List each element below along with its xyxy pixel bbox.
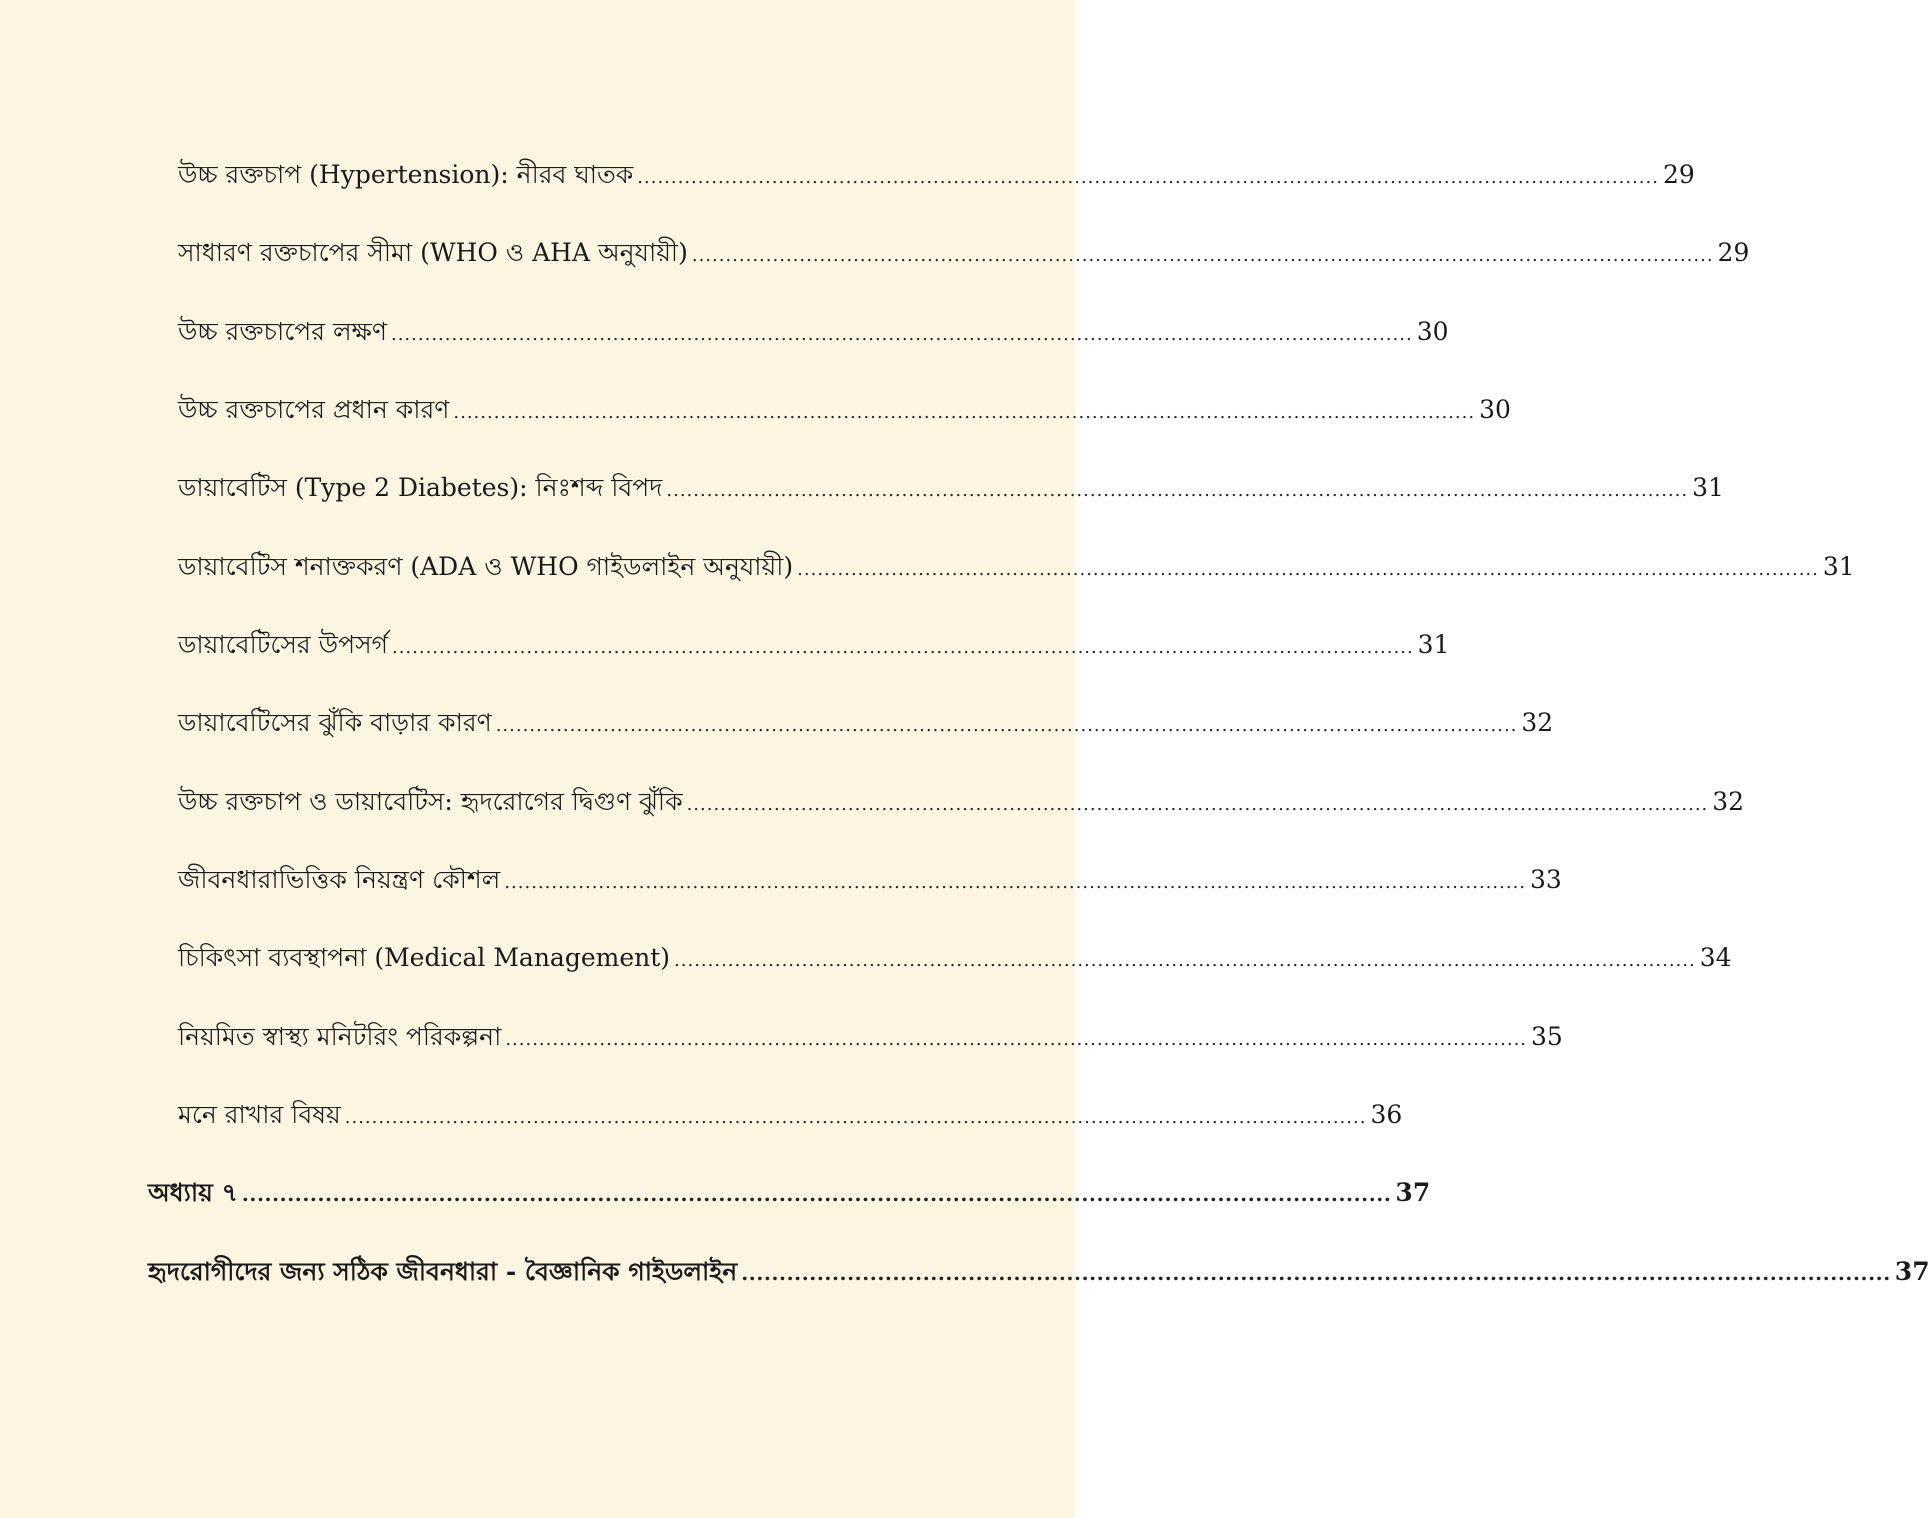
dot-leader: ........................................................................................................................................................ — [504, 872, 1527, 893]
toc-page-number: 30 — [1416, 317, 1449, 346]
dot-leader: ........................................................................................................................................................ — [674, 950, 1696, 971]
toc-entry-title: মনে রাখার বিষয় — [178, 1100, 341, 1129]
toc-entry-hypertension-causes[interactable] — [178, 390, 1511, 430]
toc-entry-diabetes[interactable] — [178, 468, 1724, 508]
toc-entry-title: সাধারণ রক্তচাপের সীমা (WHO ও AHA অনুযায়ী) — [178, 238, 688, 267]
toc-entry-title: ডায়াবেটিস (Type 2 Diabetes): নিঃশব্দ বিপদ — [178, 473, 663, 502]
toc-page-number: 37 — [1894, 1257, 1930, 1286]
toc-entry-title: উচ্চ রক্তচাপ ও ডায়াবেটিস: হৃদরোগের দ্বিগুণ ঝুঁকি — [178, 787, 683, 816]
toc-entry-health-monitoring[interactable] — [178, 1017, 1563, 1057]
toc-page-number: 34 — [1699, 943, 1732, 972]
dot-leader: ........................................................................................................................................................ — [391, 637, 1414, 658]
dot-leader: ........................................................................................................................................................ — [390, 324, 1413, 345]
toc-chapter-title: হৃদরোগীদের জন্য সঠিক জীবনধারা - বৈজ্ঞানিক গাইডলাইন — [148, 1257, 738, 1286]
toc-entry-chapter-7[interactable] — [148, 1173, 1431, 1213]
dot-leader: ........................................................................................................................................................ — [691, 245, 1714, 266]
toc-chapter-title: অধ্যায় ৭ — [148, 1178, 238, 1207]
toc-page-number: 33 — [1530, 865, 1562, 894]
toc-entry-title: ডায়াবেটিস শনাক্তকরণ (ADA ও WHO গাইডলাইন অনুযায়ী) — [178, 552, 794, 581]
toc-entry-title: উচ্চ রক্তচাপের লক্ষণ — [178, 317, 387, 346]
toc-page-number: 32 — [1521, 708, 1554, 737]
toc-page-number: 37 — [1395, 1178, 1431, 1207]
dot-leader: ........................................................................................................................................................ — [741, 1261, 1891, 1285]
toc-page-number: 31 — [1822, 552, 1855, 581]
toc-entry-title: ডায়াবেটিসের ঝুঁকি বাড়ার কারণ — [178, 708, 492, 737]
toc-entry-title: জীবনধারাভিত্তিক নিয়ন্ত্রণ কৌশল — [178, 865, 501, 894]
toc-page-number: 30 — [1479, 395, 1511, 424]
toc-entry-hypertension-symptoms[interactable] — [178, 312, 1449, 352]
toc-entry-lifestyle-control[interactable] — [178, 860, 1562, 900]
toc-page-number: 31 — [1692, 473, 1724, 502]
dot-leader: ........................................................................................................................................................ — [797, 559, 1819, 580]
dot-leader: ........................................................................................................................................................ — [686, 794, 1709, 815]
toc-entry-normal-bp-range[interactable] — [178, 233, 1750, 273]
toc-entry-medical-management[interactable] — [178, 938, 1732, 978]
toc-page-number: 29 — [1662, 160, 1695, 189]
toc-entry-title: নিয়মিত স্বাস্থ্য মনিটরিং পরিকল্পনা — [178, 1022, 502, 1051]
toc-page-number: 36 — [1370, 1100, 1403, 1129]
dot-leader: ........................................................................................................................................................ — [344, 1107, 1367, 1128]
toc-entry-title: উচ্চ রক্তচাপ (Hypertension): নীরব ঘাতক — [178, 160, 634, 189]
dot-leader: ........................................................................................................................................................ — [505, 1029, 1528, 1050]
dot-leader: ........................................................................................................................................................ — [241, 1182, 1392, 1206]
dot-leader: ........................................................................................................................................................ — [495, 715, 1518, 736]
toc-entry-title: উচ্চ রক্তচাপের প্রধান কারণ — [178, 395, 450, 424]
toc-page-number: 35 — [1531, 1022, 1563, 1051]
toc-entry-diabetes-risk-factors[interactable] — [178, 703, 1554, 743]
toc-page-number: 29 — [1717, 238, 1750, 267]
toc-entry-points-to-remember[interactable] — [178, 1095, 1403, 1135]
dot-leader: ........................................................................................................................................................ — [453, 402, 1476, 423]
toc-entry-double-heart-risk[interactable] — [178, 782, 1745, 822]
toc-entry-lifestyle-guideline[interactable] — [148, 1252, 1930, 1292]
toc-entry-hypertension[interactable] — [178, 155, 1695, 195]
toc-entry-diabetes-symptoms[interactable] — [178, 625, 1450, 665]
toc-page-number: 31 — [1417, 630, 1450, 659]
toc-page-number: 32 — [1712, 787, 1745, 816]
dot-leader: ........................................................................................................................................................ — [666, 480, 1689, 501]
toc-entry-diabetes-diagnosis[interactable] — [178, 547, 1855, 587]
toc-entry-title: চিকিৎসা ব্যবস্থাপনা (Medical Management) — [178, 943, 671, 972]
dot-leader: ........................................................................................................................................................ — [637, 167, 1659, 188]
toc-entry-title: ডায়াবেটিসের উপসর্গ — [178, 630, 388, 659]
